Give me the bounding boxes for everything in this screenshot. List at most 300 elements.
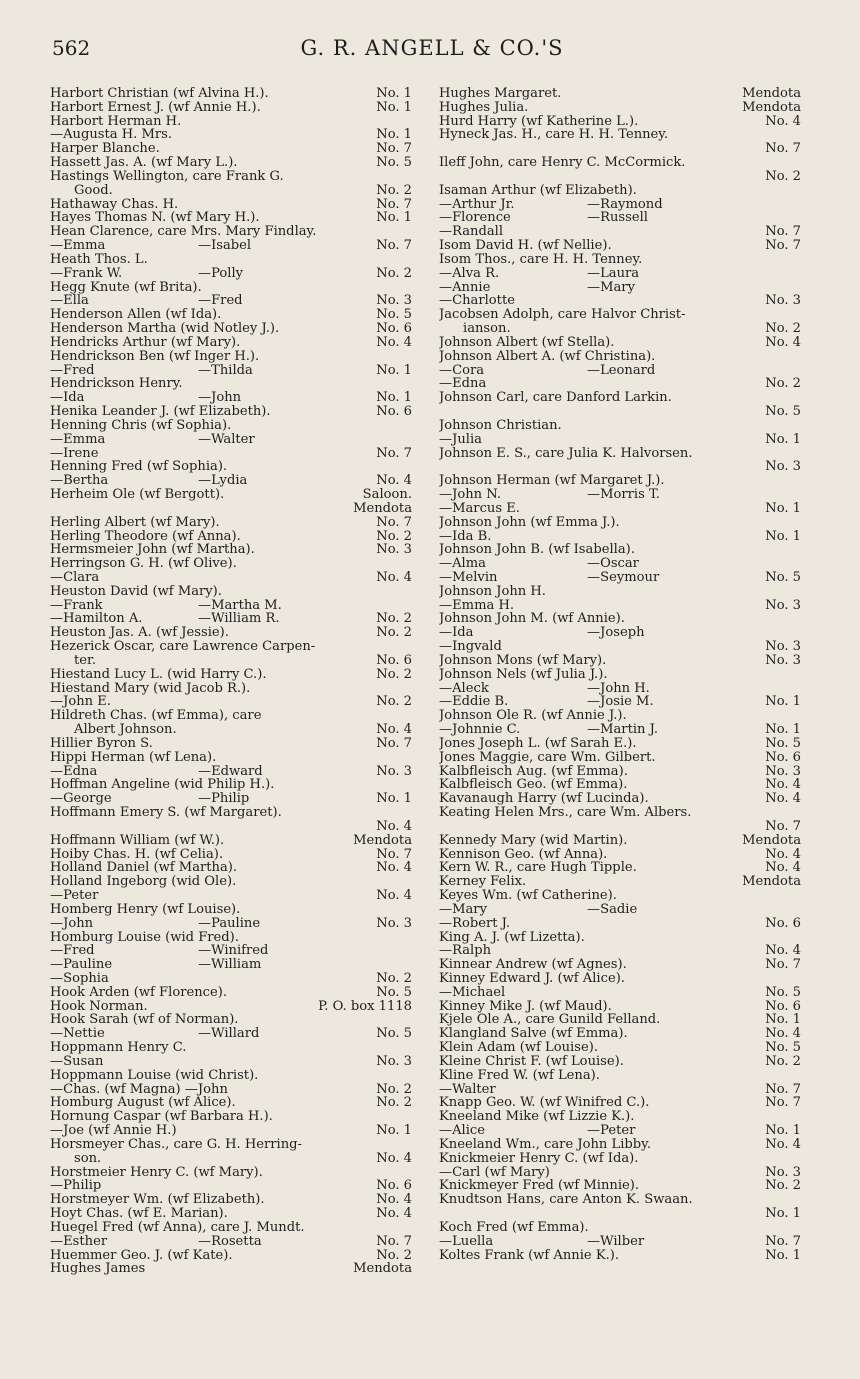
entry-name: —Fred [50,944,95,959]
directory-entry-line [439,447,801,461]
entry-location: No. 1 [376,87,412,101]
directory-entry-line [50,640,412,654]
directory-entry-line [439,474,801,488]
entry-name: Kern W. R., care Hugh Tipple. [439,861,637,876]
entry-name: —Cora [439,363,485,378]
directory-entry-line [439,626,801,640]
entry-name: Johnson Christian. [439,418,562,433]
entry-name: Kleine Christ F. (wf Louise). [439,1054,624,1069]
directory-entry-line [439,530,801,544]
directory-entry-line [439,599,801,613]
entry-location: No. 5 [765,736,801,751]
entry-location: Mendota [353,1262,412,1277]
entry-name: Hendricks Arthur (wf Mary). [50,335,241,350]
directory-entry-line [50,433,412,447]
entry-location: No. 5 [376,1027,412,1042]
entry-second-name: —Oscar [587,557,639,571]
entry-name: Hoppmann Louise (wid Christ). [50,1068,259,1083]
entry-name: —Charlotte [439,294,515,309]
entry-location: No. 4 [765,1027,801,1042]
directory-entry-line [439,612,801,626]
entry-location: No. 1 [376,363,412,378]
directory-entry-line [50,1193,412,1207]
directory-entry-line [439,654,801,668]
directory-entry-line [50,281,412,295]
entry-name: Johnson John H. [439,584,546,599]
entry-location: No. 4 [765,114,801,129]
directory-entry-line [50,211,412,225]
entry-second-name: —Mary [587,280,635,295]
entry-name: Horstmeyer Wm. (wf Elizabeth). [50,1193,265,1208]
directory-entry-line [50,1166,412,1180]
directory-entry-line [50,308,412,322]
directory-entry-line [50,1235,412,1249]
entry-location: No. 2 [376,1248,412,1263]
page-header [52,36,812,70]
directory-entry-line [50,599,412,613]
page-number: 562 [52,36,91,60]
directory-entry-line [439,391,801,405]
entry-location: No. 7 [376,197,412,212]
entry-name: Hillier Byron S. [50,736,153,751]
directory-entry-line [50,1055,412,1069]
entry-name: Good. [74,183,113,198]
entry-name: Henderson Allen (wf Ida). [50,308,222,323]
directory-entry-line [50,792,412,806]
directory-entry-line [50,391,412,405]
entry-second-name: —Martha M. [198,598,282,613]
entry-name: Johnson Mons (wf Mary). [439,653,607,668]
entry-name: —Ida [50,391,85,406]
directory-entry-line [50,1110,412,1124]
directory-entry-line [50,557,412,571]
directory-entry-line [50,903,412,917]
entry-location: No. 7 [765,1234,801,1249]
entry-location: No. 7 [376,736,412,751]
entry-name: —Philip [50,1179,102,1194]
directory-entry-line [50,751,412,765]
entry-name: —Annie [439,280,491,295]
entry-second-name: —John H. [587,681,650,696]
directory-entry-line [50,488,412,502]
entry-name: son. [74,1151,102,1166]
directory-entry-line [50,530,412,544]
entry-location: No. 1 [765,1013,801,1028]
directory-entry-line [439,1207,801,1221]
entry-name: Holland Daniel (wf Martha). [50,861,238,876]
entry-name: Koltes Frank (wf Annie K.). [439,1248,620,1263]
directory-entry-line [439,848,801,862]
entry-name: Heuston Jas. A. (wf Jessie). [50,626,229,641]
directory-entry-line [50,626,412,640]
directory-entry-line [439,1096,801,1110]
entry-location: No. 3 [376,294,412,309]
directory-entry-line [439,1152,801,1166]
entry-location: No. 6 [376,1179,412,1194]
entry-location: No. 2 [376,266,412,281]
entry-name: Hendrickson Henry. [50,377,183,392]
directory-entry-line [50,1152,412,1166]
entry-second-name: —Edward [198,764,263,779]
directory-entry-line [50,87,412,101]
entry-name: —Carl (wf Mary) [439,1165,550,1180]
entry-second-name: —Polly [198,266,244,281]
entry-name: Kennison Geo. (wf Anna). [439,847,608,862]
entry-name: Johnson Albert (wf Stella). [439,335,615,350]
entry-location: No. 7 [376,142,412,157]
directory-entry-line [439,1041,801,1055]
entry-second-name: —Willard [198,1027,260,1042]
entry-name: Huegel Fred (wf Anna), care J. Mundt. [50,1220,305,1235]
directory-entry-line [439,585,801,599]
directory-entry-line [439,433,801,447]
entry-second-name: —Russell [587,211,648,226]
directory-entry-line [50,958,412,972]
entry-location: Mendota [742,100,801,115]
entry-location: No. 7 [765,1096,801,1111]
entry-name: —Ella [50,294,89,309]
directory-entry-line [439,709,801,723]
directory-entry-line [439,253,801,267]
directory-entry-line [50,253,412,267]
entry-location: Mendota [742,833,801,848]
directory-entry-line [439,170,801,184]
entry-name: —Frank [50,598,103,613]
entry-name: Koch Fred (wf Emma). [439,1220,589,1235]
entry-name: Isom Thos., care H. H. Tenney. [439,252,643,267]
directory-entry-line [50,1069,412,1083]
entry-name: —Arthur Jr. [439,197,515,212]
entry-location: No. 2 [765,1179,801,1194]
entry-name: Kennedy Mary (wid Martin). [439,833,628,848]
directory-entry-line [439,239,801,253]
directory-entry-line [50,682,412,696]
entry-location: No. 7 [765,142,801,157]
entry-location: No. 7 [376,239,412,253]
entry-name: —Eddie B. [439,695,509,710]
entry-location: No. 6 [376,322,412,336]
entry-name: —Ralph [439,944,492,959]
directory-entry-line [50,709,412,723]
entry-location: No. 5 [765,570,801,585]
entry-name: —Edna [50,764,98,779]
entry-location: No. 7 [765,1082,801,1097]
directory-entry-line [439,488,801,502]
directory-entry-line [439,377,801,391]
entry-location: No. 3 [765,294,801,309]
directory-entry-line [50,156,412,170]
entry-location: No. 1 [765,501,801,516]
entry-second-name: —William R. [198,612,280,627]
entry-name: Hughes Margaret. [439,87,562,101]
entry-location: No. 2 [376,1082,412,1097]
directory-entry-line [439,115,801,129]
directory-entry-line [439,557,801,571]
directory-entry-line [50,377,412,391]
entry-location: No. 5 [376,985,412,1000]
directory-entry-line [439,944,801,958]
entry-location: No. 1 [376,792,412,807]
directory-entry-line [439,156,801,170]
entry-name: Homburg August (wf Alice). [50,1096,236,1111]
directory-entry-line [439,225,801,239]
entry-name: Kavanaugh Harry (wf Lucinda). [439,792,649,807]
entry-name: Hassett Jas. A. (wf Mary L.). [50,156,238,170]
entry-name: —John [50,916,94,931]
entry-name: Hiestand Lucy L. (wid Harry C.). [50,667,267,682]
entry-second-name: —Josie M. [587,695,654,710]
entry-location: No. 5 [765,985,801,1000]
entry-name: Homberg Henry (wf Louise). [50,902,241,917]
entry-name: Johnson Ole R. (wf Annie J.). [439,709,627,724]
entry-name: Johnson John (wf Emma J.). [439,515,620,530]
directory-entry-line [439,737,801,751]
entry-location: No. 2 [376,972,412,986]
entry-name: —Alma [439,557,486,571]
entry-name: Keating Helen Mrs., care Wm. Albers. [439,806,692,820]
entry-name: Hoffmann Emery S. (wf Margaret). [50,806,282,820]
entry-name: Hornung Caspar (wf Barbara H.). [50,1110,273,1125]
entry-second-name: —Peter [587,1124,636,1138]
directory-entry-line [439,308,801,322]
directory-entry-line [50,944,412,958]
directory-entry-line [50,737,412,751]
entry-name: Hoiby Chas. H. (wf Celia). [50,847,224,862]
entry-name: Hoffmann William (wf W.). [50,833,225,848]
running-title: G. R. ANGELL & CO.'S [300,36,564,60]
entry-name: Hughes Julia. [439,100,529,115]
entry-name: Kalbfleisch Geo. (wf Emma). [439,778,628,793]
directory-entry-line [50,695,412,709]
directory-entry-line [439,1083,801,1097]
entry-name: Horstmeier Henry C. (wf Mary). [50,1165,263,1180]
entry-name: —Randall [439,225,504,240]
entry-name: Herling Albert (wf Mary). [50,515,220,530]
directory-entry-line [50,1221,412,1235]
entry-location: P. O. box 1118 [318,999,412,1014]
directory-entry-line [439,1249,801,1263]
entry-location: No. 4 [376,474,412,489]
directory-entry-line [50,1083,412,1097]
entry-name: Johnson Herman (wf Margaret J.). [439,474,665,489]
entry-name: Henning Chris (wf Sophia). [50,418,232,433]
directory-entry-line [439,281,801,295]
entry-name: King A. J. (wf Lizetta). [439,930,585,945]
entry-name: —Esther [50,1234,108,1249]
entry-location: No. 4 [765,778,801,793]
directory-entry-line [50,502,412,516]
directory-entry-line [439,322,801,336]
entry-name: Johnson Albert A. (wf Christina). [439,349,656,364]
entry-location: No. 2 [765,1054,801,1069]
directory-entry-line [50,474,412,488]
entry-name: Harper Blanche. [50,142,160,157]
directory-entry-line [439,903,801,917]
entry-second-name: —John [198,391,242,406]
entry-location: No. 3 [765,764,801,779]
directory-entry-line [50,585,412,599]
entry-location: No. 6 [376,653,412,668]
entry-location: No. 7 [765,225,801,240]
entry-name: —Emma [50,432,106,447]
entry-location: No. 1 [376,211,412,226]
entry-location: No. 3 [765,640,801,654]
entry-location: No. 4 [376,1193,412,1208]
directory-entry-line [50,1013,412,1027]
entry-name: Hippi Herman (wf Lena). [50,750,217,765]
entry-location: No. 2 [376,612,412,627]
entry-name: —Augusta H. Mrs. [50,128,173,143]
entry-location: No. 4 [376,1207,412,1221]
directory-entry-line [439,571,801,585]
entry-second-name: —Leonard [587,363,656,378]
entry-second-name: —Philip [198,792,250,807]
directory-entry-line [50,419,412,433]
entry-location: No. 1 [765,1207,801,1221]
entry-location: No. 3 [765,598,801,613]
directory-entry-line [50,1096,412,1110]
entry-name: —Hamilton A. [50,612,143,627]
directory-entry-line [439,1166,801,1180]
entry-second-name: —Raymond [587,197,663,212]
directory-entry-line [50,142,412,156]
entry-name: —Irene [50,446,99,461]
directory-entry-line [50,931,412,945]
entry-name: —Pauline [50,958,113,972]
directory-entry-line [439,460,801,474]
directory-entry-line [50,806,412,820]
directory-entry-line [439,682,801,696]
entry-name: Knickmeyer Fred (wf Minnie). [439,1179,640,1194]
entry-name: Knickmeier Henry C. (wf Ida). [439,1151,639,1166]
directory-entry-line [50,571,412,585]
entry-second-name: —Martin J. [587,723,659,737]
entry-location: Saloon. [362,488,412,502]
directory-entry-line [439,364,801,378]
entry-name: Albert Johnson. [74,723,177,737]
entry-name: Hastings Wellington, care Frank G. [50,169,284,184]
entry-second-name: —William [198,958,262,972]
entry-name: ianson. [463,322,511,336]
directory-entry-line [439,350,801,364]
entry-name: Knapp Geo. W. (wf Winifred C.). [439,1096,650,1111]
entry-name: Hayes Thomas N. (wf Mary H.). [50,211,260,226]
directory-entry-line [439,917,801,931]
directory-entry-line [50,765,412,779]
entry-name: Johnson Nels (wf Julia J.). [439,667,608,682]
entry-location: No. 2 [376,529,412,544]
directory-entry-line [50,1124,412,1138]
entry-name: Heuston David (wf Mary). [50,584,222,599]
entry-name: —George [50,792,112,807]
entry-name: Hildreth Chas. (wf Emma), care [50,709,262,724]
entry-name: —Emma H. [439,598,515,613]
directory-entry-line [50,405,412,419]
directory-entry-line [439,1055,801,1069]
entry-name: Hyneck Jas. H., care H. H. Tenney. [439,128,669,143]
entry-second-name: —Thilda [198,363,253,378]
entry-name: Kinnear Andrew (wf Agnes). [439,958,627,972]
entry-name: Jacobsen Adolph, care Halvor Christ- [439,308,686,323]
entry-name: —Robert J. [439,916,511,931]
entry-name: Hoffman Angeline (wid Philip H.). [50,778,275,793]
directory-entry-line [50,820,412,834]
directory-entry-line [439,1110,801,1124]
entry-name: —Ida B. [439,529,492,544]
entry-name: —Aleck [439,681,489,696]
directory-column-right [439,87,801,1262]
entry-location: No. 3 [376,1054,412,1069]
entry-location: No. 3 [765,460,801,475]
entry-name: —Luella [439,1234,494,1249]
directory-entry-line [439,806,801,820]
directory-entry-line [50,1027,412,1041]
directory-entry-line [439,765,801,779]
entry-location: No. 6 [376,405,412,419]
entry-name: Jones Maggie, care Wm. Gilbert. [439,750,656,765]
directory-entry-line [50,1249,412,1263]
entry-name: Kneeland Mike (wf Lizzie K.). [439,1110,635,1125]
directory-entry-line [439,834,801,848]
entry-name: Johnson Carl, care Danford Larkin. [439,391,672,406]
entry-name: Klangland Salve (wf Emma). [439,1027,628,1042]
entry-name: Harbort Herman H. [50,114,182,129]
directory-entry-line [50,1207,412,1221]
entry-location: No. 6 [765,750,801,765]
entry-location: No. 6 [765,916,801,931]
directory-entry-line [439,723,801,737]
entry-name: Hoppmann Henry C. [50,1041,187,1055]
entry-name: —Sophia [50,972,109,986]
directory-entry-line [50,170,412,184]
directory-entry-line [439,972,801,986]
entry-name: Kjele Ole A., care Gunild Felland. [439,1013,661,1028]
entry-name: —Marcus E. [439,501,520,516]
entry-name: —Fred [50,363,95,378]
entry-name: Henderson Martha (wid Notley J.). [50,322,280,336]
directory-entry-line [50,972,412,986]
directory-entry-line [50,350,412,364]
directory-entry-line [439,820,801,834]
directory-entry-line [50,516,412,530]
directory-entry-line [439,1013,801,1027]
directory-entry-line [50,115,412,129]
entry-name: —Melvin [439,570,498,585]
entry-location: No. 5 [376,156,412,170]
entry-second-name: —Winifred [198,944,269,959]
directory-entry-line [50,1262,412,1276]
entry-location: No. 4 [376,723,412,737]
entry-name: —Edna [439,377,487,392]
directory-entry-line [50,668,412,682]
directory-entry-line [50,723,412,737]
entry-name: Hook Arden (wf Florence). [50,985,227,1000]
entry-name: Herling Theodore (wf Anna). [50,529,241,544]
entry-location: No. 7 [376,847,412,862]
directory-entry-line [50,101,412,115]
entry-location: No. 4 [765,1137,801,1152]
entry-name: Kline Fred W. (wf Lena). [439,1068,600,1083]
entry-name: Hermsmeier John (wf Martha). [50,543,255,558]
entry-location: No. 5 [376,308,412,323]
entry-name: Horsmeyer Chas., care G. H. Herring- [50,1137,302,1152]
entry-location: No. 4 [376,889,412,903]
entry-name: —Chas. (wf Magna) —John [50,1082,228,1097]
entry-location: No. 2 [765,377,801,392]
entry-name: —Peter [50,889,99,903]
directory-entry-line [439,87,801,101]
entry-second-name: —Rosetta [198,1234,262,1249]
